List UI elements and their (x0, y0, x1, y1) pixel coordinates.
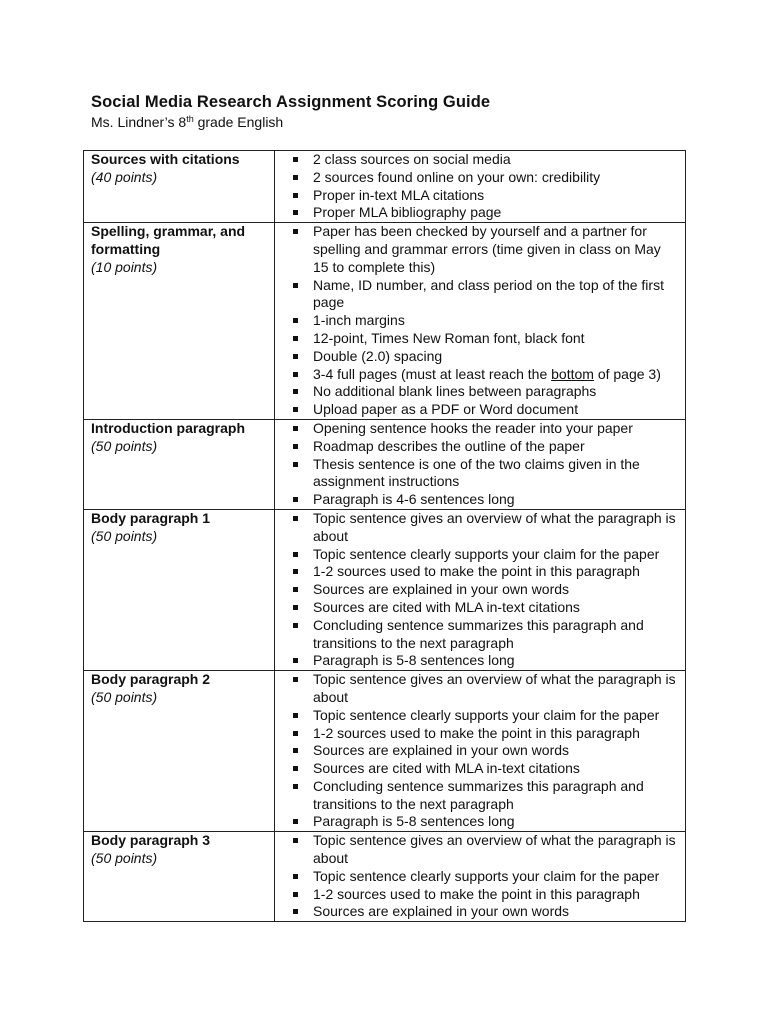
criteria-cell (275, 151, 686, 223)
criteria-item: Topic sentence gives an overview of what the paragraph is about (275, 671, 679, 707)
criteria-item: 1-2 sources used to make the point in this paragraph (275, 563, 679, 581)
criteria-item: Topic sentence clearly supports your claim for the paper (275, 546, 679, 564)
category-cell (84, 509, 275, 670)
criteria-item: Concluding sentence summarizes this paragraph and transitions to the next paragraph (275, 778, 679, 814)
table-row (84, 509, 686, 670)
category-cell (84, 151, 275, 223)
criteria-text-after: of page 3) (593, 365, 661, 382)
category-name: Spelling, grammar, and formatting (91, 223, 246, 257)
criteria-text-before: 3-4 full pages (must at least reach the (313, 365, 552, 382)
criteria-item: Topic sentence clearly supports your claim for the paper (275, 868, 679, 886)
criteria-item: 1-inch margins (275, 312, 679, 330)
criteria-item: Thesis sentence is one of the two claims given in the assignment instructions (275, 456, 679, 492)
criteria-item: Proper MLA bibliography page (275, 204, 679, 222)
category-points: (10 points) (91, 258, 158, 275)
category-cell (84, 223, 275, 420)
criteria-item: Double (2.0) spacing (275, 348, 679, 366)
criteria-item: Topic sentence clearly supports your claim for the paper (275, 707, 679, 725)
criteria-item: No additional blank lines between paragraphs (275, 383, 679, 401)
criteria-item (275, 366, 679, 384)
criteria-item: Paragraph is 4-6 sentences long (275, 491, 679, 509)
category-name: Body paragraph 1 (91, 509, 211, 526)
criteria-item: Topic sentence gives an overview of what the paragraph is about (275, 510, 679, 546)
scoring-guide-body (84, 151, 686, 922)
category-name: Sources with citations (91, 151, 240, 167)
category-points: (50 points) (91, 437, 158, 454)
scoring-guide-table (83, 150, 686, 922)
table-row (84, 223, 686, 420)
subtitle-suffix: grade English (193, 114, 284, 130)
criteria-list (275, 832, 679, 921)
criteria-item: Sources are explained in your own words (275, 581, 679, 599)
criteria-item: 12-point, Times New Roman font, black font (275, 330, 679, 348)
criteria-item: 1-2 sources used to make the point in this paragraph (275, 886, 679, 904)
category-cell (84, 832, 275, 922)
criteria-list (275, 671, 679, 831)
subtitle-superscript: th (186, 114, 194, 124)
criteria-list (275, 151, 679, 222)
criteria-cell (275, 832, 686, 922)
underlined-word: bottom (551, 365, 594, 382)
criteria-item: Paper has been checked by yourself and a partner for spelling and grammar errors (time given in class on May 15 to complete this) (275, 223, 679, 276)
category-cell (84, 671, 275, 832)
criteria-item: Sources are explained in your own words (275, 903, 679, 921)
criteria-item: Concluding sentence summarizes this paragraph and transitions to the next paragraph (275, 617, 679, 653)
criteria-item: Proper in-text MLA citations (275, 187, 679, 205)
criteria-item: Opening sentence hooks the reader into your paper (275, 420, 679, 438)
table-row (84, 671, 686, 832)
category-points: (40 points) (91, 168, 158, 185)
table-row (84, 832, 686, 922)
criteria-item: Paragraph is 5-8 sentences long (275, 813, 679, 831)
category-cell (84, 419, 275, 509)
criteria-cell (275, 223, 686, 420)
category-name: Body paragraph 2 (91, 671, 211, 688)
criteria-item: Paragraph is 5-8 sentences long (275, 652, 679, 670)
criteria-list (275, 420, 679, 509)
category-points: (50 points) (91, 688, 158, 705)
category-name: Body paragraph 3 (91, 832, 211, 849)
criteria-item: Sources are explained in your own words (275, 742, 679, 760)
criteria-item: 1-2 sources used to make the point in this paragraph (275, 725, 679, 743)
criteria-list (275, 510, 679, 670)
criteria-cell (275, 419, 686, 509)
subtitle-prefix: Ms. Lindner’s 8 (91, 114, 187, 130)
criteria-list (275, 223, 679, 419)
criteria-item: Roadmap describes the outline of the paper (275, 438, 679, 456)
criteria-item: Name, ID number, and class period on the top of the first page (275, 277, 679, 313)
document-title: Social Media Research Assignment Scoring Guide (91, 93, 491, 111)
category-points: (50 points) (91, 850, 158, 867)
criteria-item: Upload paper as a PDF or Word document (275, 401, 679, 419)
criteria-item: Sources are cited with MLA in-text citations (275, 599, 679, 617)
criteria-cell (275, 671, 686, 832)
criteria-item: 2 class sources on social media (275, 151, 679, 169)
criteria-item: Topic sentence gives an overview of what the paragraph is about (275, 832, 679, 868)
category-name: Introduction paragraph (91, 419, 245, 436)
category-points: (50 points) (91, 527, 158, 544)
table-row (84, 151, 686, 223)
table-row (84, 419, 686, 509)
document-subtitle (91, 114, 283, 130)
criteria-item: 2 sources found online on your own: credibility (275, 169, 679, 187)
criteria-cell (275, 509, 686, 670)
criteria-item: Sources are cited with MLA in-text citations (275, 760, 679, 778)
